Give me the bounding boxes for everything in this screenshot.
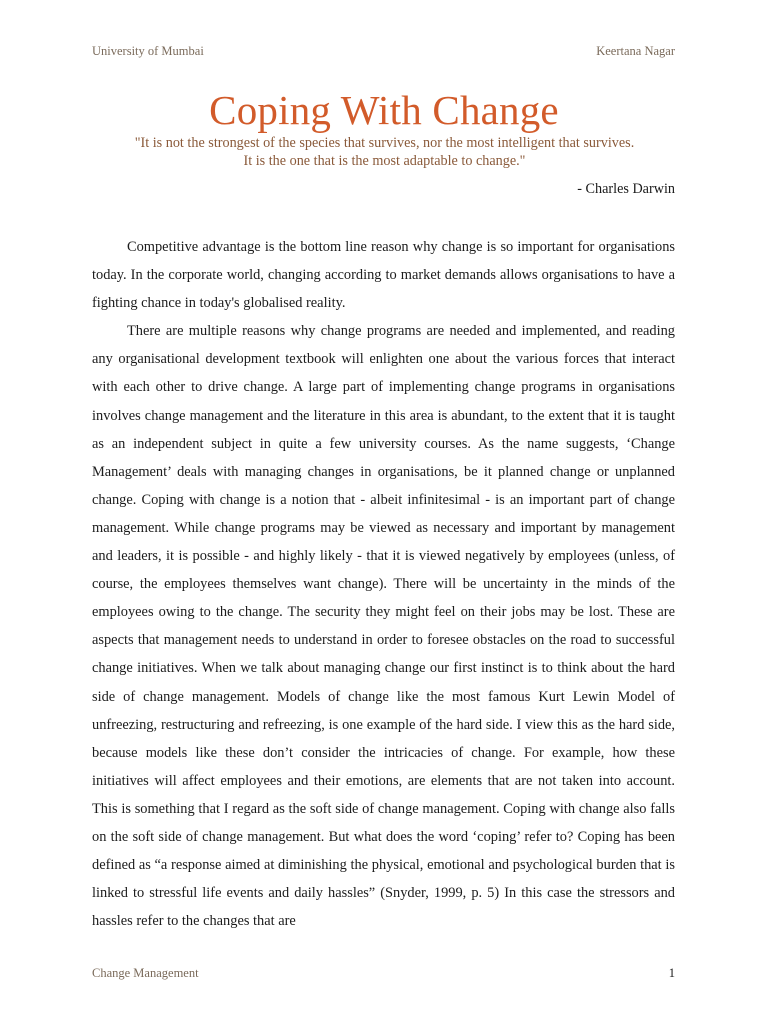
page-number: 1 [668,966,675,980]
epigraph-quote [92,134,677,170]
quote-line-1: "It is not the strongest of the species that survives, nor the most intelligent that survives. [134,135,635,151]
page-footer [92,966,675,982]
document-title: Coping With Change [209,87,559,133]
header-author: Keertana Nagar [596,44,675,58]
body-text [92,233,675,935]
header-university: University of Mumbai [92,44,204,58]
paragraph-1: Competitive advantage is the bottom line reason why change is so important for organisations today. In the corporate world, changing according to market demands allows organisations to have a fighting chance in today's globalised reality. [92,239,675,312]
quote-line-2: It is the one that is the most adaptable to change." [243,153,526,169]
paragraph-2: There are multiple reasons why change programs are needed and implemented, and reading any organisational development textbook will enlighten one about the various forces that interact with each other to drive change. A large part of implementing change programs in organisations involves change management and the literature in this area is abundant, to the extent that it is taught as an independent subject in quite a few university courses. As the name suggests, ‘Change Management’ deals with managing changes in organisations, be it planned change or unplanned change. Coping with change is a notion that - albeit infinitesimal - is an important part of change management. While change programs may be viewed as necessary and important by management and leaders, it is possible - and highly likely - that it is viewed negatively by employees (unless, of course, the employees themselves want change). There will be uncertainty in the minds of the employees owing to the change. The security they might feel on their jobs may be lost. These are aspects that management needs to understand in order to foresee obstacles on the road to successful change initiatives. When we talk about managing change our first instinct is to think about the hard side of change management. Models of change like the most famous Kurt Lewin Model of unfreezing, restructuring and refreezing, is one example of the hard side. I view this as the hard side, because models like these don’t consider the intricacies of change. For example, how these initiatives will affect employees and their emotions, are elements that are not taken into account. This is something that I regard as the soft side of change management. Coping with change also falls on the soft side of change management. But what does the word ‘coping’ refer to? Coping has been defined as “a response aimed at diminishing the physical, emotional and psychological burden that is linked to stressful life events and daily hassles” (Snyder, 1999, p. 5) In this case the stressors and hassles refer to the changes that are [92,323,675,930]
footer-section-title: Change Management [92,966,199,980]
quote-attribution: - Charles Darwin [577,181,675,197]
page-header [92,44,675,60]
